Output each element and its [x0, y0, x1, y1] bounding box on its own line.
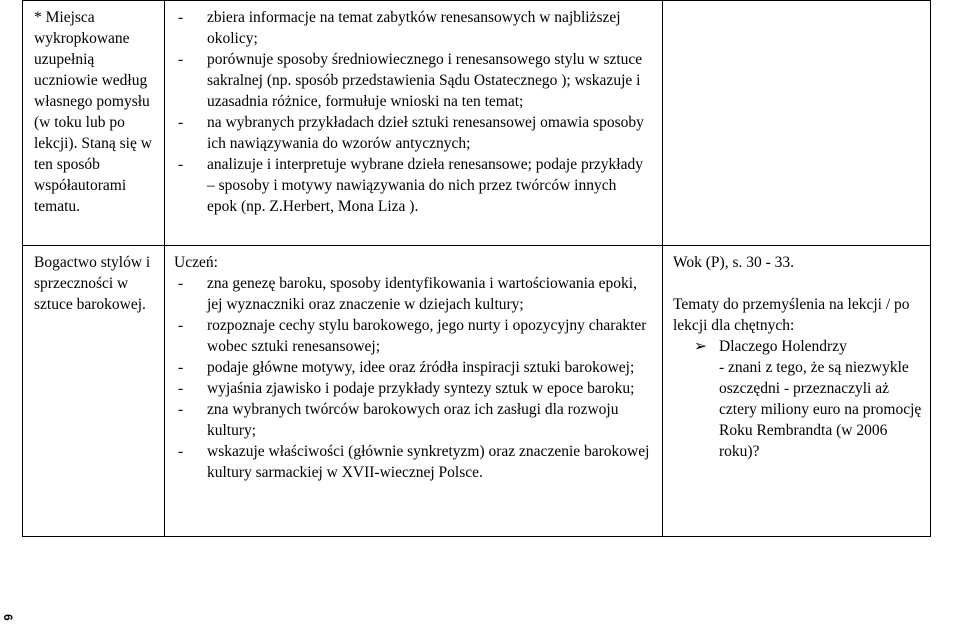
list-item: - wyjaśnia zjawisko i podaje przykłady syntezy sztuk w epoce baroku;	[174, 378, 650, 399]
list-item: - wskazuje właściwości (głównie synkretyzm) oraz znaczenie barokowej kultury sarmackiej w XVII-wiecznej Polsce.	[174, 441, 650, 483]
requirements-list	[174, 7, 650, 217]
table-cell	[23, 246, 165, 537]
table-cell	[23, 1, 165, 246]
list-item: - rozpoznaje cechy stylu barokowego, jego nurty i opozycyjny charakter wobec sztuki renesansowej;	[174, 315, 650, 357]
table-cell	[165, 246, 663, 537]
question-item	[673, 336, 922, 357]
table-row	[23, 1, 931, 246]
list-item: - analizuje i interpretuje wybrane dzieła renesansowe; podaje przykłady – sposoby i motywy nawiązywania do nich przez twórców innych epok (np. Z.Herbert, Mona Liza ).	[174, 154, 650, 217]
list-item: - zbiera informacje na temat zabytków renesansowych w najbliższej okolicy;	[174, 7, 650, 49]
table-cell	[165, 1, 663, 246]
list-item: - zna wybranych twórców barokowych oraz ich zasługi dla rozwoju kultury;	[174, 399, 650, 441]
list-item: - na wybranych przykładach dzieł sztuki renesansowej omawia sposoby ich nawiązywania do wzorów antycznych;	[174, 112, 650, 154]
table-row	[23, 246, 931, 537]
table-cell	[663, 1, 931, 246]
list-item: - porównuje sposoby średniowiecznego i renesansowego stylu w sztuce sakralnej (np. sposób przedstawienia Sądu Ostatecznego ); wskazuje i uzasadnia różnice, formułuje wnioski na ten temat;	[174, 49, 650, 112]
list-item: - podaje główne motywy, idee oraz źródła inspiracji sztuki barokowej;	[174, 357, 650, 378]
reference-text: Wok (P), s. 30 - 33.	[673, 254, 795, 271]
note-text: * Miejsca wykropkowane uzupełnią uczniowie według własnego pomysłu (w toku lub po lekcji). Staną się w ten sposób współautorami tematu.	[34, 9, 152, 215]
topics-heading: Tematy do przemyślenia na lekcji / po lekcji dla chętnych:	[673, 296, 910, 334]
topic-title: Bogactwo stylów i sprzeczności w sztuce barokowej.	[34, 254, 151, 313]
student-heading: Uczeń:	[174, 254, 218, 271]
page-number: 6	[1, 614, 15, 621]
curriculum-table	[22, 0, 931, 537]
list-item: - zna genezę baroku, sposoby identyfikowania i wartościowania epoki, jej wyznaczniki oraz znaczenie w dziejach kultury;	[174, 273, 650, 315]
requirements-list	[174, 273, 650, 483]
question-continuation: - znani z tego, że są niezwykle oszczędni - przeznaczyli aż cztery miliony euro na promocję Roku Rembrandta (w 2006 roku)?	[719, 359, 922, 460]
table-cell	[663, 246, 931, 537]
question-text: Dlaczego Holendrzy	[719, 338, 847, 355]
arrow-bullet-icon: ➢	[694, 338, 707, 355]
